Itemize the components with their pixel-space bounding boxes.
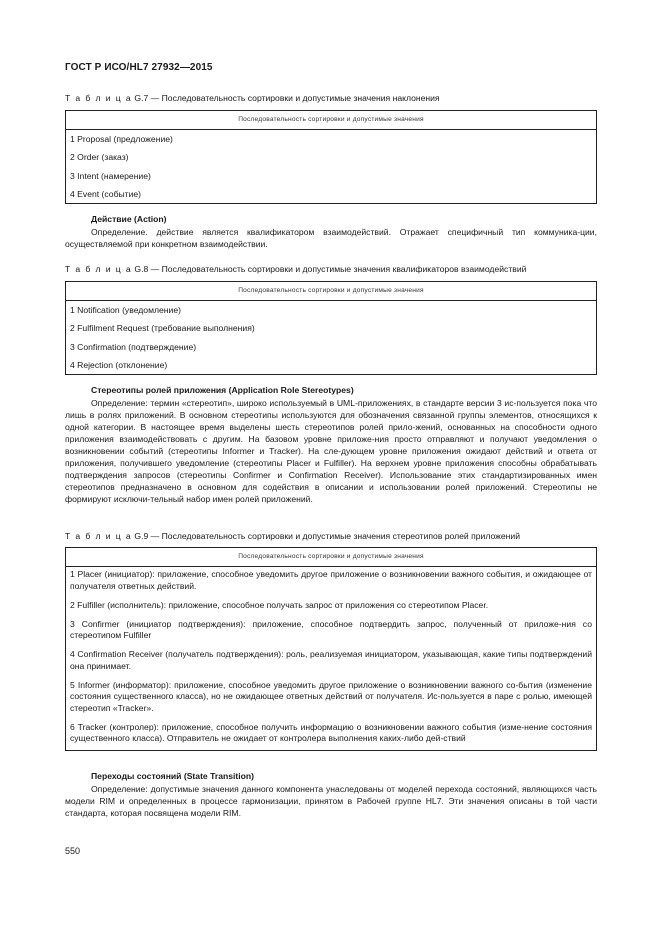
table-caption-prefix: Т а б л и ц а xyxy=(65,264,132,274)
table-g7 xyxy=(65,110,597,204)
table-caption-text: G.7 — Последовательность сортировки и допустимые значения наклонения xyxy=(132,93,440,103)
table-g9 xyxy=(65,547,597,751)
table-row: 2 Order (заказ) xyxy=(70,152,129,163)
table-caption-text: G.9 — Последовательность сортировки и допустимые значения стереотипов ролей приложений xyxy=(132,531,521,541)
table-row: 5 Informer (информатор): приложение, способное уведомить другое приложение о возникновении важного со-бытия (изменение состояния существенного класса), но не ожидающее ответных действий от получателя. Ис-пользуется в паре с ролью, имеющей стереотип «Tracker». xyxy=(70,679,592,713)
section-title-stereotypes: Стереотипы ролей приложения (Application Role Stereotypes) xyxy=(91,385,354,395)
section-title-state-transition: Переходы состояний (State Transition) xyxy=(91,771,255,781)
table-row: 3 Confirmer (инициатор подтверждения): приложение, способное подтвердить запрос, полученный от приложе-ния со стереотипом Fulfiller xyxy=(70,618,592,640)
table-row: 1 Placer (инициатор): приложение, способное уведомить другое приложение о возникновении важного события, и ожидающее от получателя ответных действий. xyxy=(70,569,592,591)
table-row: 6 Tracker (контролер): приложение, способное получить информацию о возникновении важного события (изме-нение состояния существенного класса). Отправитель не ожидает от контролера выполнения каких-либо дей-ствий xyxy=(70,721,592,743)
table-caption-text: G.8 — Последовательность сортировки и допустимые значения квалификаторов взаимодействий xyxy=(132,264,527,274)
table-column-header: Последовательность сортировки и допустимые значения xyxy=(66,111,596,130)
table-g8 xyxy=(65,281,597,375)
table-g8-caption xyxy=(65,264,526,274)
table-row: 4 Event (событие) xyxy=(70,188,142,199)
table-row: 4 Rejection (отклонение) xyxy=(70,359,168,370)
table-column-header: Последовательность сортировки и допустимые значения xyxy=(66,282,596,301)
table-row: 2 Fulfilment Request (требование выполнения) xyxy=(70,323,255,334)
table-row: 1 Proposal (предложение) xyxy=(70,134,173,144)
table-row: 2 Fulfiller (исполнитель): приложение, способное получать запрос от приложения со стереотипом Placer. xyxy=(70,599,489,610)
paragraph-stereotypes: Определение: термин «стереотип», широко используемый в UML-приложениях, в стандарте версии 3 ис-пользуется пока что лишь в ролях приложений. В основном стереотипы используются для обозначения связанной группы элементов, относящихся к одной категории. В настоящее время выделены шесть стереотипов ролей прило-жений, основанных на способности одного приложения взаимодействовать с другим. На базовом уровне приложе-ния просто отправляют и получают уведомления о возникновении событий (стереотипы Informer и Tracker). На сле-дующем уровне приложения ожидают действий и ответа от приложения, получившего уведомление (стереотипы Placer и Fulfiller). На верхнем уровне приложения способны обрабатывать подтверждения запросов (стереотипы Confirmer и Confirmation Receiver). Использование этих стандартизированных имен стереотипов предназначено в основном для содействия в описании и использовании ролей приложений. Стереотипы не формируют исключи-тельный набор имен ролей приложений. xyxy=(65,398,597,504)
table-g7-caption xyxy=(65,93,440,103)
table-row: 3 Intent (намерение) xyxy=(70,170,151,181)
table-g9-caption xyxy=(65,531,520,541)
table-row: 4 Confirmation Receiver (получатель подтверждения): роль, реализуемая инициатором, указывающая, какие типы подтверждений она принимает. xyxy=(70,649,592,671)
document-header: ГОСТ Р ИСО/HL7 27932—2015 xyxy=(65,62,213,73)
table-row: 3 Confirmation (подтверждение) xyxy=(70,341,197,352)
table-column-header: Последовательность сортировки и допустимые значения xyxy=(66,548,596,567)
paragraph-action: Определение. действие является квалификатором взаимодействий. Отражает специфичный тип коммуника-ции, осуществляемой при конкретном взаимодействии. xyxy=(65,227,597,249)
table-caption-prefix: Т а б л и ц а xyxy=(65,93,132,103)
table-caption-prefix: Т а б л и ц а xyxy=(65,531,132,541)
section-title-action: Действие (Action) xyxy=(91,214,167,224)
page-number: 550 xyxy=(65,846,81,856)
paragraph-state-transition: Определение: допустимые значения данного компонента унаследованы от моделей перехода состояний, являющихся часть модели RIM и определенных в процессе гармонизации, принятом в Рабочей группе HL7. Эти значения описаны в той части стандарта, которая посвящена модели RIM. xyxy=(65,784,597,818)
table-row: 1 Notification (уведомление) xyxy=(70,305,181,315)
